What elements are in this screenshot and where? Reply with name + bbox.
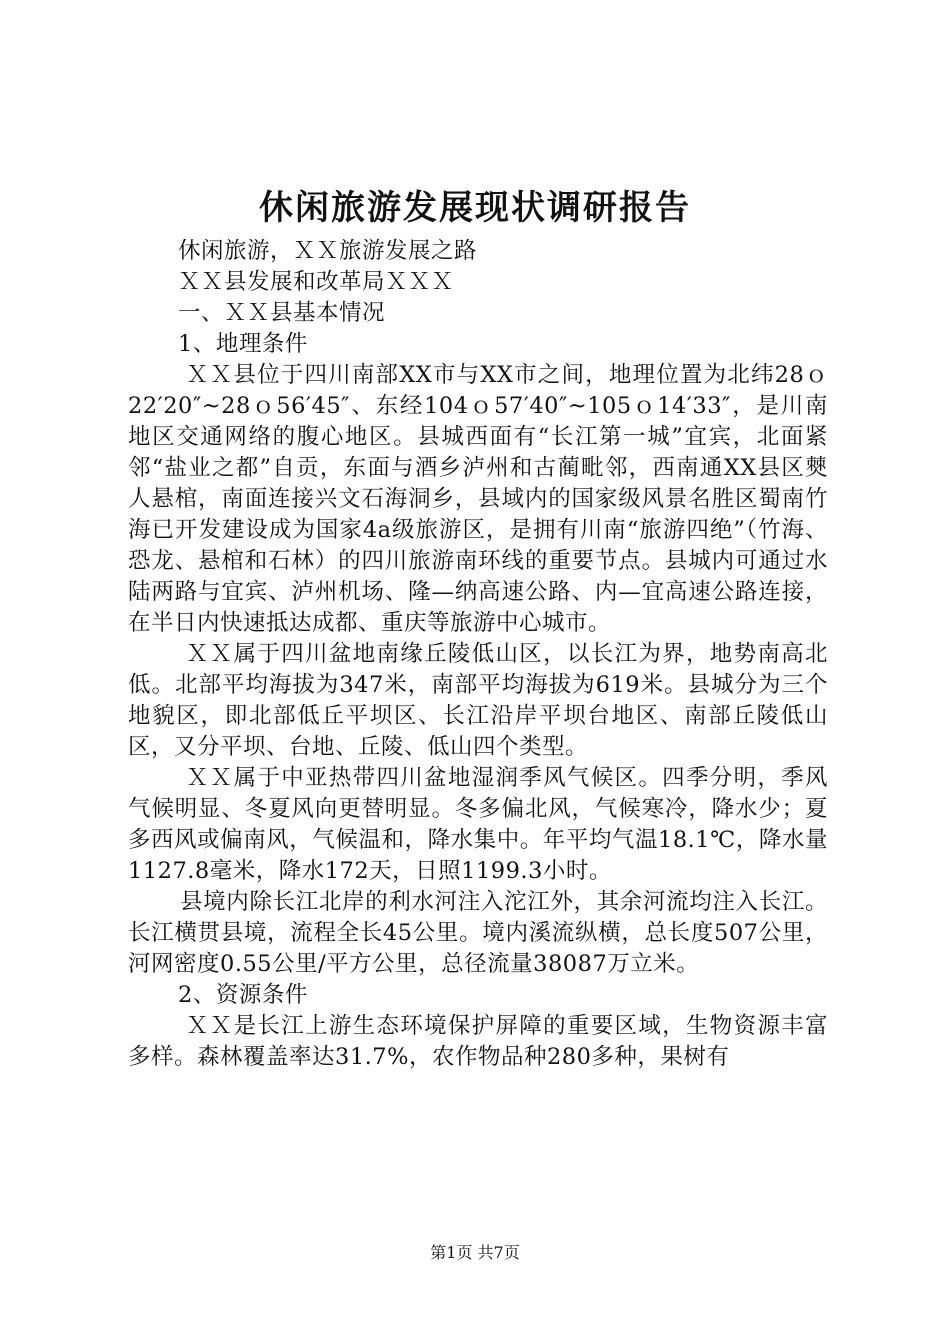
- subsection-heading-resources: 2、资源条件: [178, 982, 308, 1008]
- paragraph-terrain: ＸＸ属于四川盆地南缘丘陵低山区，以长江为界，地势南高北低。北部平均海拔为347米，南部平均海拔为619米。县城分为三个地貌区，即北部低丘平坝区、长江沿岸平坝台地区、南部丘陵低山区，又分平坝、台地、丘陵、低山四个类型。: [128, 641, 828, 760]
- document-body: [128, 236, 828, 1073]
- paragraph-author: ＸＸ县发展和改革局ＸＸＸ: [178, 269, 455, 295]
- subsection-heading-geography: 1、地理条件: [178, 331, 308, 357]
- section-heading-1: 一、ＸＸ县基本情况: [178, 300, 386, 326]
- page-footer: 第1页 共7页: [430, 1243, 520, 1262]
- paragraph-resources: ＸＸ是长江上游生态环境保护屏障的重要区域，生物资源丰富多样。森林覆盖率达31.7%，农作物品种280多种，果树有: [128, 1013, 828, 1070]
- paragraph-location: ＸＸ县位于四川南部XX市与XX市之间，地理位置为北纬28ｏ22′20″~28ｏ56′45″、东经104ｏ57′40″~105ｏ14′33″，是川南地区交通网络的腹心地区。县城西面有“长江第一城”宜宾，北面紧邻“盐业之都”自贡，东面与酒乡泸州和古蔺毗邻，西南通XX县区僰人悬棺，南面连接兴文石海洞乡，县域内的国家级风景名胜区蜀南竹海已开发建设成为国家4a级旅游区，是拥有川南“旅游四绝”（竹海、恐龙、悬棺和石林）的四川旅游南环线的重要节点。县城内可通过水陆两路与宜宾、泸州机场、隆—纳高速公路、内—宜高速公路连接，在半日内快速抵达成都、重庆等旅游中心城市。: [128, 362, 828, 636]
- paragraph-climate: ＸＸ属于中亚热带四川盆地湿润季风气候区。四季分明，季风气候明显、冬夏风向更替明显。冬多偏北风，气候寒冷，降水少；夏多西风或偏南风，气候温和，降水集中。年平均气温18.1℃，降水量1127.8毫米，降水172天，日照1199.3小时。: [128, 765, 828, 884]
- paragraph-subtitle: 休闲旅游，ＸＸ旅游发展之路: [178, 238, 478, 264]
- document-title: 休闲旅游发展现状调研报告: [259, 188, 691, 228]
- paragraph-rivers: 县境内除长江北岸的利水河注入沱江外，其余河流均注入长江。长江横贯县境，流程全长45公里。境内溪流纵横，总长度507公里，河网密度0.55公里/平方公里，总径流量38087万立米。: [128, 889, 828, 977]
